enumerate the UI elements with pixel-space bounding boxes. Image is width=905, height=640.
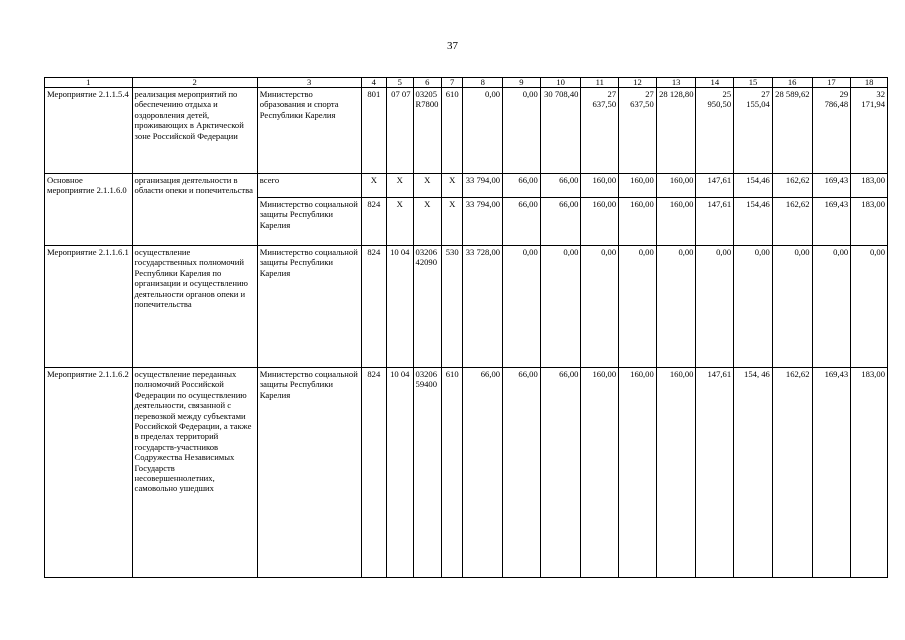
code-section: 07 07 [387, 88, 413, 174]
value-cell: 66,00 [503, 198, 541, 246]
budget-table [44, 77, 888, 578]
header-cell: 1 [45, 78, 133, 88]
header-cell: 17 [812, 78, 851, 88]
code-target: X [413, 198, 442, 246]
header-cell: 2 [132, 78, 257, 88]
value-cell: 160,00 [619, 368, 657, 578]
event-name: Мероприятие 2.1.1.6.2 [45, 368, 133, 578]
event-description: осуществление переданных полномочий Российской Федерации по осуществлению деятельности, связанной с перевозкой между субъектами Российской Федерации, а также в пределах территорий государств-участников Содружества Независимых Государств несовершеннолетних, самовольно ушедших [132, 368, 257, 578]
value-cell: 154,46 [734, 174, 773, 198]
value-cell: 0,00 [503, 246, 541, 368]
value-cell: 162,62 [772, 174, 812, 198]
value-cell: 147,61 [696, 174, 734, 198]
value-cell: 0,00 [772, 246, 812, 368]
value-cell: 0,00 [696, 246, 734, 368]
code-section: X [387, 174, 413, 198]
value-cell: 162,62 [772, 368, 812, 578]
code-target: 03205 R7800 [413, 88, 442, 174]
value-cell: 169,43 [812, 368, 851, 578]
value-cell: 29 786,48 [812, 88, 851, 174]
value-cell: 0,00 [463, 88, 503, 174]
header-cell: 14 [696, 78, 734, 88]
value-cell: 0,00 [619, 246, 657, 368]
value-cell: 66,00 [540, 198, 581, 246]
event-description: осуществление государственных полномочий Республики Карелия по организации и осуществлению деятельности органов опеки и попечительства [132, 246, 257, 368]
value-cell: 27 155,04 [734, 88, 773, 174]
code-grbs: 824 [361, 198, 386, 246]
code-section: 10 04 [387, 246, 413, 368]
header-cell: 10 [540, 78, 581, 88]
executor: Министерство образования и спорта Республики Карелия [257, 88, 361, 174]
value-cell: 147,61 [696, 368, 734, 578]
value-cell: 30 708,40 [540, 88, 581, 174]
value-cell: 169,43 [812, 198, 851, 246]
value-cell: 27 637,50 [619, 88, 657, 174]
value-cell: 147,61 [696, 198, 734, 246]
value-cell: 183,00 [851, 198, 888, 246]
value-cell: 66,00 [503, 368, 541, 578]
value-cell: 160,00 [656, 198, 696, 246]
value-cell: 66,00 [540, 368, 581, 578]
value-cell: 66,00 [540, 174, 581, 198]
value-cell: 25 950,50 [696, 88, 734, 174]
header-cell: 5 [387, 78, 413, 88]
value-cell: 32 171,94 [851, 88, 888, 174]
value-cell: 0,00 [851, 246, 888, 368]
value-cell: 154, 46 [734, 368, 773, 578]
code-expense-type: X [442, 198, 463, 246]
value-cell: 0,00 [540, 246, 581, 368]
value-cell: 33 728,00 [463, 246, 503, 368]
header-cell: 15 [734, 78, 773, 88]
value-cell: 162,62 [772, 198, 812, 246]
value-cell: 169,43 [812, 174, 851, 198]
header-row [45, 78, 888, 88]
header-cell: 8 [463, 78, 503, 88]
value-cell: 0,00 [812, 246, 851, 368]
code-target: 03206 59400 [413, 368, 442, 578]
code-grbs: 801 [361, 88, 386, 174]
code-grbs: 824 [361, 246, 386, 368]
code-expense-type: X [442, 174, 463, 198]
value-cell: 183,00 [851, 174, 888, 198]
code-section: X [387, 198, 413, 246]
header-cell: 9 [503, 78, 541, 88]
header-cell: 6 [413, 78, 442, 88]
executor: Министерство социальной защиты Республики Карелия [257, 246, 361, 368]
value-cell: 160,00 [619, 174, 657, 198]
code-expense-type: 530 [442, 246, 463, 368]
value-cell: 160,00 [581, 174, 619, 198]
value-cell: 154,46 [734, 198, 773, 246]
value-cell: 28 128,80 [656, 88, 696, 174]
value-cell: 28 589,62 [772, 88, 812, 174]
page-number: 37 [447, 40, 458, 52]
value-cell: 0,00 [734, 246, 773, 368]
header-cell: 4 [361, 78, 386, 88]
table-row [45, 368, 888, 578]
header-cell: 13 [656, 78, 696, 88]
header-cell: 7 [442, 78, 463, 88]
value-cell: 183,00 [851, 368, 888, 578]
executor: Министерство социальной защиты Республики Карелия [257, 198, 361, 246]
value-cell: 33 794,00 [463, 174, 503, 198]
code-target: X [413, 174, 442, 198]
executor: всего [257, 174, 361, 198]
table-row [45, 246, 888, 368]
code-grbs: 824 [361, 368, 386, 578]
event-description: реализация мероприятий по обеспечению отдыха и оздоровления детей, проживающих в Арктической зоне Российской Федерации [132, 88, 257, 174]
table-row [45, 88, 888, 174]
header-cell: 18 [851, 78, 888, 88]
table-row [45, 174, 888, 198]
value-cell: 33 794,00 [463, 198, 503, 246]
event-name: Мероприятие 2.1.1.6.1 [45, 246, 133, 368]
value-cell: 0,00 [581, 246, 619, 368]
code-target: 03206 42090 [413, 246, 442, 368]
value-cell: 160,00 [619, 198, 657, 246]
value-cell: 66,00 [463, 368, 503, 578]
event-name: Мероприятие 2.1.1.5.4 [45, 88, 133, 174]
value-cell: 160,00 [581, 368, 619, 578]
value-cell: 160,00 [581, 198, 619, 246]
value-cell: 0,00 [503, 88, 541, 174]
code-section: 10 04 [387, 368, 413, 578]
event-name: Основное мероприятие 2.1.1.6.0 [45, 174, 133, 246]
header-cell: 11 [581, 78, 619, 88]
header-cell: 16 [772, 78, 812, 88]
header-cell: 12 [619, 78, 657, 88]
code-grbs: X [361, 174, 386, 198]
event-description: организация деятельности в области опеки и попечительства [132, 174, 257, 246]
value-cell: 66,00 [503, 174, 541, 198]
value-cell: 160,00 [656, 174, 696, 198]
executor: Министерство социальной защиты Республики Карелия [257, 368, 361, 578]
value-cell: 27 637,50 [581, 88, 619, 174]
value-cell: 160,00 [656, 368, 696, 578]
code-expense-type: 610 [442, 368, 463, 578]
code-expense-type: 610 [442, 88, 463, 174]
header-cell: 3 [257, 78, 361, 88]
value-cell: 0,00 [656, 246, 696, 368]
